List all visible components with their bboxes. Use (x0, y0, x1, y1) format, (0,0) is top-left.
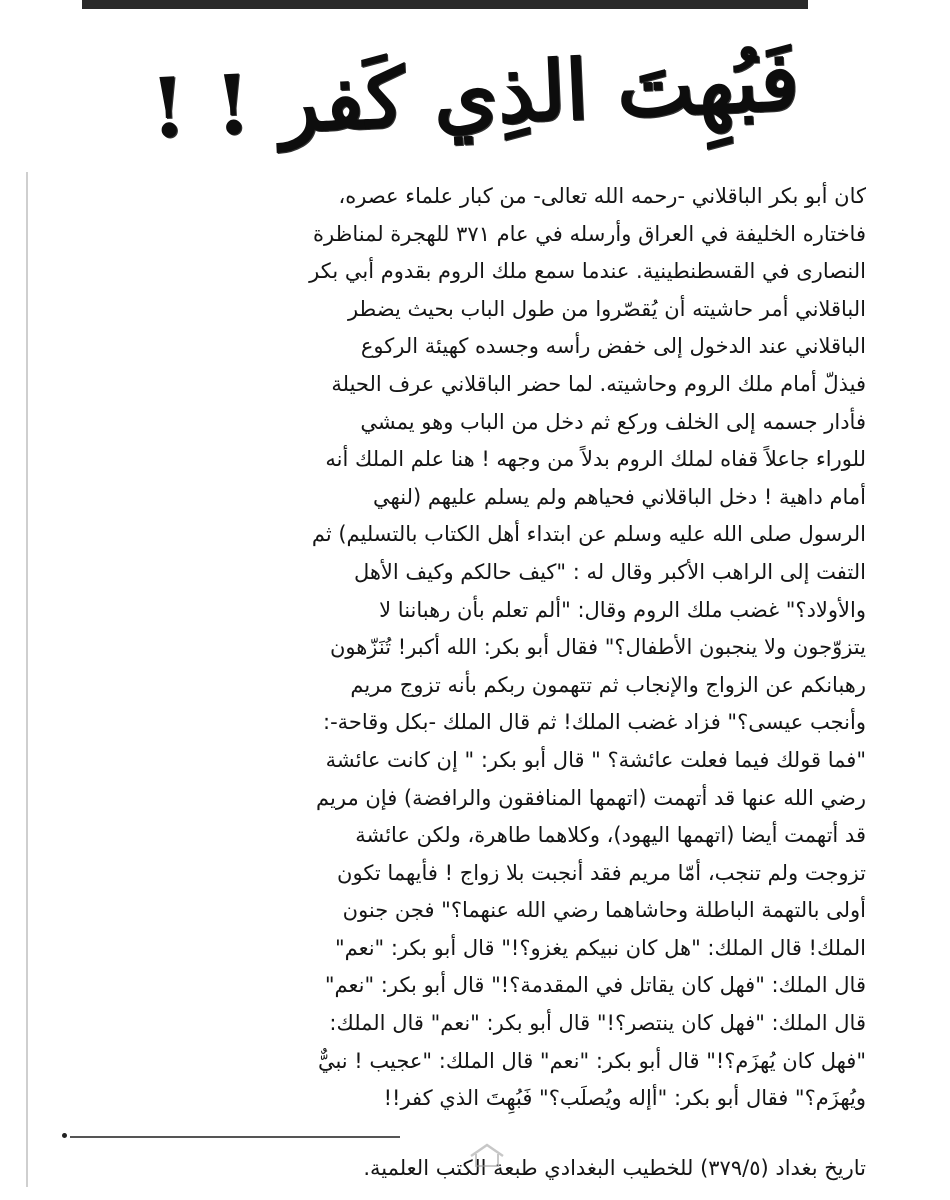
body-line: رضي الله عنها قد أتهمت (اتهمها المنافقون والرافضة) فإن مريم (316, 785, 866, 810)
body-line: قال الملك: "فهل كان ينتصر؟!" قال أبو بكر: "نعم" قال الملك: (329, 1011, 866, 1036)
article-body (60, 178, 866, 1118)
body-line: الرسول صلى الله عليه وسلم عن ابتداء أهل الكتاب بالتسليم) ثم (311, 522, 866, 547)
body-line: تزوجت ولم تنجب، أمّا مريم فقد أنجبت بلا زواج ! فأيهما تكون (337, 860, 866, 885)
body-line: الملك! قال الملك: "هل كان نبيكم يغزو؟!" قال أبو بكر: "نعم" (334, 935, 866, 960)
body-line: للوراء جاعلاً قفاه لملك الروم بدلاً من وجهه ! هنا علم الملك أنه (325, 447, 866, 472)
body-line: فاختاره الخليفة في العراق وأرسله في عام ٣٧١ للهجرة لمناظرة (313, 221, 866, 246)
body-line: الباقلاني أمر حاشيته أن يُقصّروا من طول الباب بحيث يضطر (347, 296, 866, 321)
body-line: النصارى في القسطنطينية. عندما سمع ملك الروم بقدوم أبي بكر (309, 259, 866, 284)
body-line: أمام داهية ! دخل الباقلاني فحياهم ولم يسلم عليهم (لنهي (373, 484, 866, 509)
footnote-marker (62, 1133, 67, 1138)
body-line: "فهل كان يُهزَم؟!" قال أبو بكر: "نعم" قال الملك: "عجيب ! نبيٌّ (317, 1048, 866, 1073)
body-line: يتزوّجون ولا ينجبون الأطفال؟" فقال أبو بكر: الله أكبر! تُنَزّهون (330, 635, 866, 660)
body-line: قال الملك: "فهل كان يقاتل في المقدمة؟!" قال أبو بكر: "نعم" (324, 973, 866, 998)
footnote-divider (70, 1136, 400, 1138)
body-line: ويُهزَم؟" فقال أبو بكر: "أإله ويُصلَب؟" فَبُهِتَ الذي كفر!! (383, 1086, 866, 1111)
body-line: كان أبو بكر الباقلاني -رحمه الله تعالى- من كبار علماء عصره، (338, 184, 866, 208)
body-line: "فما قولك فيما فعلت عائشة؟ " قال أبو بكر: " إن كانت عائشة (325, 747, 866, 772)
footnote-citation: تاريخ بغداد (٣٧٩/٥) للخطيب البغدادي طبعة الكتب العلمية. (363, 1156, 866, 1180)
headline-area (0, 20, 950, 170)
body-line: وأنجب عيسى؟" فزاد غضب الملك! ثم قال الملك -بكل وقاحة-: (323, 710, 866, 735)
body-line: رهبانكم عن الزواج والإنجاب ثم تتهمون ربكم بأنه تزوج مريم (350, 672, 866, 697)
body-line: أولى بالتهمة الباطلة وحاشاهما رضي الله عنهما؟" فجن جنون (342, 898, 866, 923)
body-line: والأولاد؟" غضب ملك الروم وقال: "ألم تعلم بأن رهباننا لا (379, 597, 866, 622)
page-title: فَبُهِتَ الذِي كَفر ! ! (148, 32, 802, 158)
body-line: قد أتهمت أيضا (اتهمها اليهود)، وكلاهما طاهرة، ولكن عائشة (355, 823, 866, 848)
body-line: التفت إلى الراهب الأكبر وقال له : "كيف حالكم وكيف الأهل (353, 559, 866, 584)
body-line: فأدار جسمه إلى الخلف وركع ثم دخل من الباب وهو يمشي (360, 409, 866, 434)
body-line: الباقلاني عند الدخول إلى خفض رأسه وجسده كهيئة الركوع (360, 334, 866, 359)
body-line: فيذلّ أمام ملك الروم وحاشيته. لما حضر الباقلاني عرف الحيلة (331, 371, 866, 396)
top-image-strip (82, 0, 808, 9)
house-watermark-icon (452, 1142, 522, 1182)
